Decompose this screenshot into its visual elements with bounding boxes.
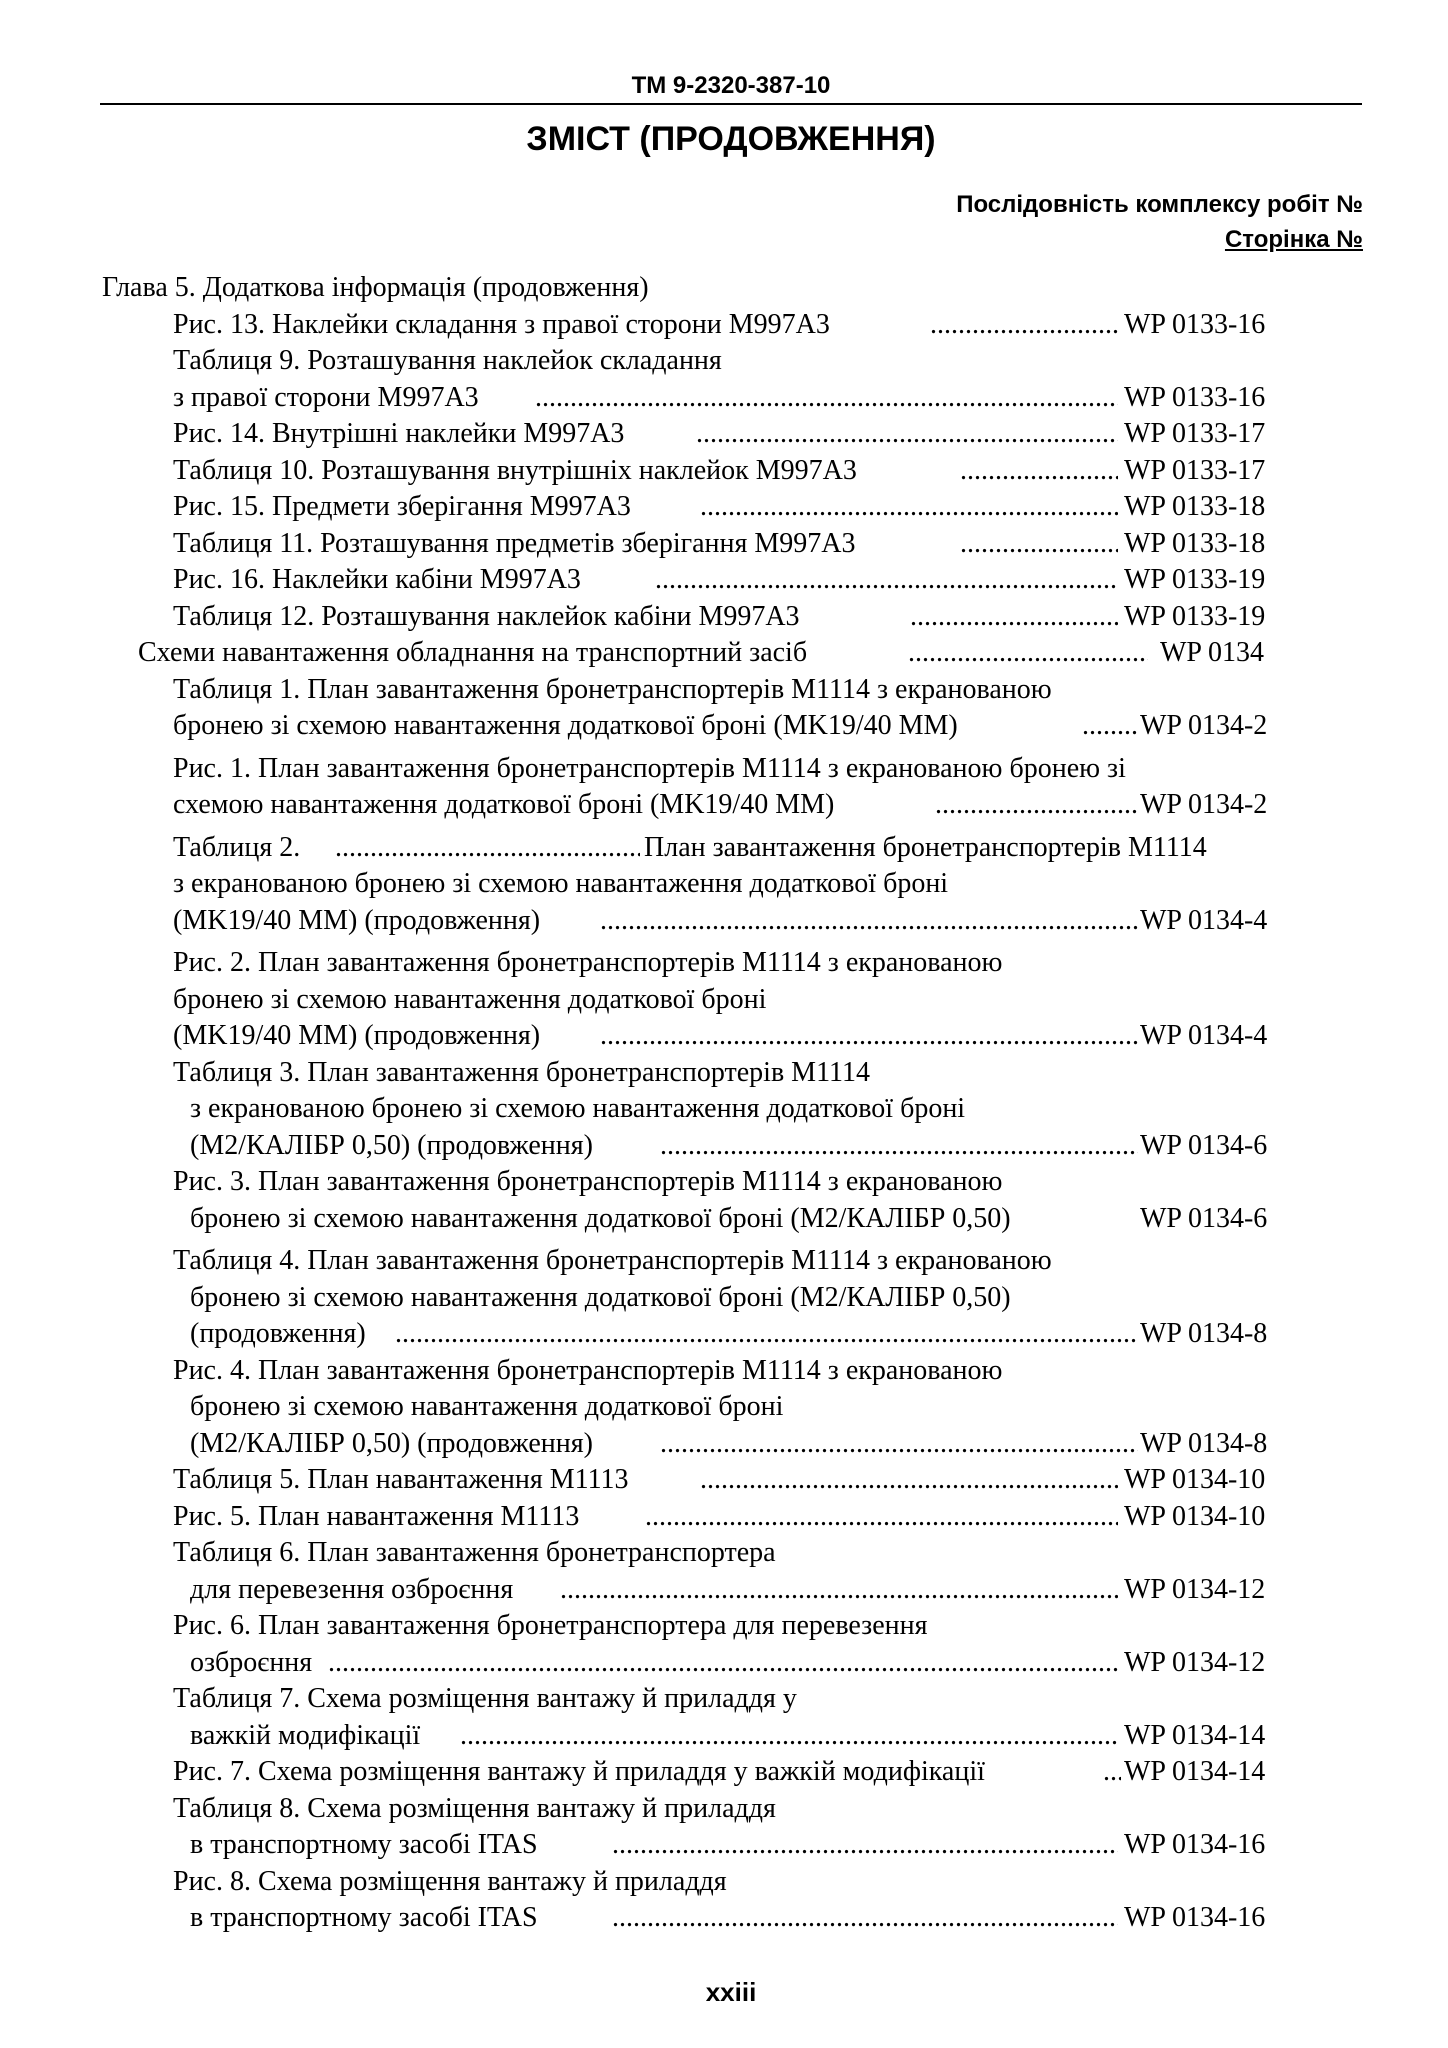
toc-entry-line	[0, 343, 1448, 380]
toc-leader-dots	[645, 1499, 1118, 1536]
toc-entry-page: WP 0133-18	[1124, 527, 1266, 559]
toc-entry[interactable]	[0, 453, 1448, 490]
toc-entry-line	[0, 830, 1448, 867]
toc-entry-text: Таблиця 4. План завантаження бронетранспортерів M1114 з екранованою	[173, 1245, 1052, 1276]
toc-entry[interactable]	[0, 787, 1448, 824]
toc-entry-text: (MK19/40 MM) (продовження)	[173, 1020, 541, 1051]
toc-entry-text: бронею зі схемою навантаження додаткової броні (M2/КАЛІБР 0,50)	[190, 1202, 1011, 1234]
toc-leader-dots	[612, 1827, 1118, 1864]
toc-entry[interactable]	[0, 1754, 1448, 1791]
toc-leader-dots	[560, 1572, 1118, 1609]
toc-leader-dots	[960, 453, 1118, 490]
toc-leader-dots	[1103, 1754, 1121, 1791]
toc-entry-text: бронею зі схемою навантаження додаткової броні (MK19/40 MM)	[173, 710, 958, 741]
toc-entry-text: Рис. 16. Наклейки кабіни M997A3	[173, 564, 581, 595]
toc-leader-dots	[910, 599, 1118, 636]
toc-entry-page: WP 0134-16	[1124, 1829, 1266, 1860]
toc-entry[interactable]	[0, 903, 1448, 940]
toc-entry-text: Таблиця 2.	[173, 831, 301, 863]
toc-entry[interactable]	[0, 307, 1448, 344]
toc-entry-text: з екранованою бронею зі схемою навантаження додаткової броні	[190, 1093, 966, 1124]
toc-entry[interactable]	[0, 526, 1448, 563]
toc-entry-text: Рис. 14. Внутрішні наклейки M997A3	[173, 418, 625, 449]
toc-entry-page: WP 0133-19	[1124, 600, 1266, 632]
toc-entry[interactable]	[0, 599, 1448, 636]
toc-entry-page: WP 0134-12	[1124, 1646, 1266, 1678]
toc-entry-text: (M2/КАЛІБР 0,50) (продовження)	[190, 1427, 593, 1459]
toc-entry-line	[0, 1164, 1448, 1201]
toc-entry-page: WP 0134-8	[1140, 1318, 1268, 1349]
toc-entry-text: Таблиця 11. Розташування предметів зберігання M997A3	[173, 527, 856, 559]
toc-leader-dots	[935, 787, 1138, 824]
toc-entry-page: WP 0133-16	[1124, 381, 1266, 413]
toc-entry-text: Таблиця 8. Схема розміщення вантажу й приладдя	[173, 1792, 776, 1824]
toc-entry-page: WP 0134-10	[1124, 1464, 1266, 1495]
header-rule	[100, 103, 1362, 105]
toc-leader-dots	[696, 416, 1118, 453]
toc-entry-page: WP 0134-2	[1140, 710, 1268, 741]
toc-entry-page: WP 0134-4	[1140, 1020, 1268, 1051]
toc-entry-line	[0, 982, 1448, 1019]
toc-entry[interactable]	[0, 1426, 1448, 1463]
toc-entry-text: Рис. 7. Схема розміщення вантажу й приладдя у важкій модифікації	[173, 1756, 985, 1787]
toc-entry-text: Таблиця 6. План завантаження бронетранспортера	[173, 1537, 776, 1568]
toc-entry-line	[0, 1864, 1448, 1901]
toc-entry-text: Рис. 8. Схема розміщення вантажу й приладдя	[173, 1865, 727, 1897]
toc-entry[interactable]	[0, 1572, 1448, 1609]
toc-entry-text: бронею зі схемою навантаження додаткової броні	[190, 1391, 784, 1422]
toc-entry[interactable]	[0, 1018, 1448, 1055]
toc-entry[interactable]	[0, 1462, 1448, 1499]
toc-entry-text: з екранованою бронею зі схемою навантаження додаткової броні	[173, 868, 949, 899]
toc-leader-dots	[535, 380, 1118, 417]
toc-entry-page: WP 0134-10	[1124, 1500, 1266, 1532]
toc-entry-text: озброєння	[190, 1646, 313, 1678]
toc-entry-line	[0, 945, 1448, 982]
toc-leader-dots	[660, 1128, 1138, 1165]
toc-entry[interactable]	[0, 380, 1448, 417]
toc-entry-text: (продовження)	[190, 1318, 366, 1349]
toc-leader-dots	[328, 1645, 1118, 1682]
toc-entry-text: в транспортному засобі ITAS	[190, 1829, 538, 1860]
toc-entry-line	[0, 1280, 1448, 1317]
toc-entry-text: з правої сторони M997A3	[173, 381, 479, 413]
toc-entry-text: Рис. 3. План завантаження бронетранспортерів M1114 з екранованою	[173, 1166, 1003, 1197]
toc-entry-line	[0, 1091, 1448, 1128]
toc-entry-text: Рис. 5. План навантаження M1113	[173, 1500, 580, 1532]
toc-leader-dots	[960, 526, 1118, 563]
toc-entry-page: WP 0134-2	[1140, 789, 1268, 820]
toc-section[interactable]	[0, 635, 1448, 672]
page-title: ЗМІСТ (ПРОДОВЖЕННЯ)	[526, 120, 936, 158]
toc-leader-dots	[660, 1426, 1138, 1463]
toc-entry-text: План завантаження бронетранспортерів M1114	[644, 831, 1207, 863]
toc-entry-text: Таблиця 7. Схема розміщення вантажу й приладдя у	[173, 1683, 797, 1714]
toc-entry-text: Рис. 4. План завантаження бронетранспортерів M1114 з екранованою	[173, 1354, 1003, 1386]
table-of-contents	[0, 270, 1448, 1937]
toc-entry-text: важкій модифікації	[190, 1719, 421, 1751]
toc-leader-dots	[930, 307, 1118, 344]
document-number: TM 9-2320-387-10	[631, 72, 831, 99]
toc-section-page: WP 0134	[1160, 637, 1264, 668]
toc-chapter	[0, 270, 1448, 307]
toc-entry-page: WP 0133-17	[1124, 418, 1266, 449]
toc-leader-dots	[600, 903, 1138, 940]
toc-entry-page: WP 0134-6	[1140, 1129, 1268, 1161]
toc-entry[interactable]	[0, 1201, 1448, 1238]
toc-entry[interactable]	[0, 489, 1448, 526]
toc-leader-dots	[700, 489, 1118, 526]
toc-entry-line	[0, 1608, 1448, 1645]
toc-entry-page: WP 0134-14	[1124, 1756, 1266, 1787]
toc-entry-text: (M2/КАЛІБР 0,50) (продовження)	[190, 1129, 593, 1161]
toc-entry-text: Рис. 6. План завантаження бронетранспортера для перевезення	[173, 1610, 928, 1641]
toc-leader-dots	[395, 1316, 1138, 1353]
toc-entry-page: WP 0134-8	[1140, 1427, 1268, 1459]
toc-leader-dots	[460, 1718, 1118, 1755]
toc-entry-line	[0, 672, 1448, 709]
toc-entry-text: Таблиця 5. План навантаження M1113	[173, 1464, 629, 1495]
toc-entry-text: в транспортному засобі ITAS	[190, 1902, 538, 1933]
toc-entry[interactable]	[0, 1128, 1448, 1165]
toc-entry-page: WP 0134-14	[1124, 1719, 1266, 1751]
column-header-sequence: Послідовність комплексу робіт №	[956, 191, 1363, 218]
page-number: xxiii	[705, 1977, 757, 2007]
toc-entry-line	[0, 1389, 1448, 1426]
toc-leader-dots	[600, 1018, 1138, 1055]
toc-entry-page: WP 0134-6	[1140, 1202, 1268, 1234]
toc-leader-dots	[908, 635, 1148, 672]
toc-leader-dots	[612, 1900, 1118, 1937]
toc-leader-dots	[700, 1462, 1118, 1499]
toc-entry-line	[0, 751, 1448, 788]
column-header-page: Сторінка №	[1224, 226, 1363, 253]
toc-entry[interactable]	[0, 1316, 1448, 1353]
toc-entry-line	[0, 1055, 1448, 1092]
toc-entry[interactable]	[0, 562, 1448, 599]
toc-entry-page: WP 0134-16	[1124, 1902, 1266, 1933]
toc-entry-line	[0, 866, 1448, 903]
toc-entry-page: WP 0133-17	[1124, 454, 1266, 486]
toc-chapter-title: Глава 5. Додаткова інформація (продовження)	[102, 272, 649, 303]
toc-entry[interactable]	[0, 1645, 1448, 1682]
toc-entry-text: Таблиця 1. План завантаження бронетранспортерів M1114 з екранованою	[173, 673, 1052, 705]
toc-entry-text: для перевезення озброєння	[190, 1573, 514, 1605]
toc-entry-text: Рис. 2. План завантаження бронетранспортерів M1114 з екранованою	[173, 947, 1003, 978]
toc-leader-dots	[335, 830, 640, 867]
toc-entry-page: WP 0133-19	[1124, 564, 1266, 595]
toc-entry-text: Рис. 15. Предмети зберігання M997A3	[173, 491, 631, 522]
toc-entry-page: WP 0133-16	[1124, 308, 1266, 340]
toc-entry[interactable]	[0, 1718, 1448, 1755]
toc-entry-text: Таблиця 10. Розташування внутрішніх наклейок M997A3	[173, 454, 857, 486]
toc-entry-text: схемою навантаження додаткової броні (MK19/40 MM)	[173, 789, 835, 820]
toc-leader-dots	[655, 562, 1118, 599]
toc-entry-page: WP 0134-4	[1140, 904, 1268, 936]
toc-entry-line	[0, 1243, 1448, 1280]
toc-entry[interactable]	[0, 1499, 1448, 1536]
toc-entry-line	[0, 1353, 1448, 1390]
toc-entry-text: Рис. 1. План завантаження бронетранспортерів M1114 з екранованою бронею зі	[173, 752, 1126, 784]
toc-entry-line	[0, 1681, 1448, 1718]
toc-entry-text: бронею зі схемою навантаження додаткової броні	[173, 983, 767, 1015]
toc-entry-text: Таблиця 9. Розташування наклейок складання	[173, 345, 722, 376]
toc-entry[interactable]	[0, 1900, 1448, 1937]
toc-entry-text: бронею зі схемою навантаження додаткової броні (M2/КАЛІБР 0,50)	[190, 1281, 1011, 1313]
toc-entry[interactable]	[0, 416, 1448, 453]
toc-entry-text: Таблиця 12. Розташування наклейок кабіни M997A3	[173, 600, 800, 632]
toc-entry-line	[0, 1535, 1448, 1572]
toc-entry[interactable]	[0, 1827, 1448, 1864]
toc-leader-dots	[1082, 708, 1138, 745]
toc-entry-text: (MK19/40 MM) (продовження)	[173, 904, 541, 936]
toc-entry-text: Рис. 13. Наклейки складання з правої сторони M997A3	[173, 308, 830, 340]
toc-entry-line	[0, 1791, 1448, 1828]
toc-entry[interactable]	[0, 708, 1448, 745]
toc-entry-page: WP 0134-12	[1124, 1573, 1266, 1605]
toc-entry-text: Таблиця 3. План завантаження бронетранспортерів M1114	[173, 1056, 870, 1088]
toc-section-title: Схеми навантаження обладнання на транспортний засіб	[138, 637, 808, 668]
toc-entry-page: WP 0133-18	[1124, 491, 1266, 522]
